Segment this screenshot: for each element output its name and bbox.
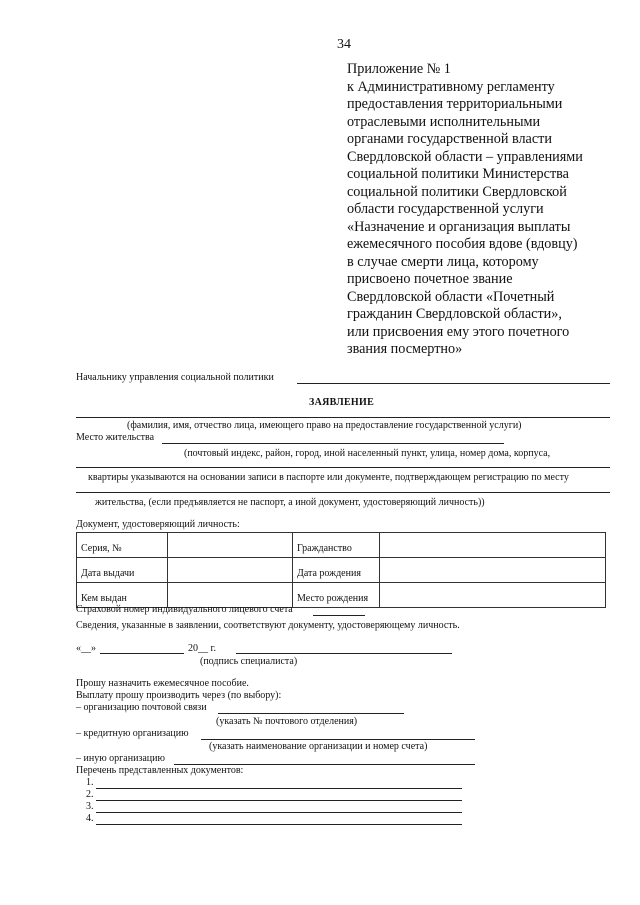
signature-hint: (подпись специалиста) xyxy=(200,656,298,667)
appendix-line: звания посмертно» xyxy=(347,341,463,357)
payment-text: Выплату прошу производить через (по выбору): xyxy=(76,690,282,701)
appendix-header xyxy=(347,61,633,359)
birth-date-label: Дата рождения xyxy=(293,558,380,583)
docs-item-line[interactable] xyxy=(96,812,462,813)
appendix-line: социальной политики Свердловской xyxy=(347,183,567,200)
birth-place-value[interactable] xyxy=(380,583,606,608)
id-doc-table xyxy=(76,532,606,608)
birth-place-label: Место рождения xyxy=(293,583,380,608)
snils-line[interactable] xyxy=(313,615,365,616)
residence-hint-1: (почтовый индекс, район, город, иной населенный пункт, улица, номер дома, корпуса, xyxy=(184,448,551,459)
docs-item-line[interactable] xyxy=(96,800,462,801)
signature-line[interactable] xyxy=(236,653,452,654)
option-credit-hint: (указать наименование организации и номер счета) xyxy=(209,741,428,752)
option-credit-line[interactable] xyxy=(201,739,475,740)
snils-label: Страховой номер индивидуального лицевого счета xyxy=(76,604,293,615)
birth-date-value[interactable] xyxy=(380,558,606,583)
docs-item-line[interactable] xyxy=(96,824,462,825)
citizenship-label: Гражданство xyxy=(293,533,380,558)
citizenship-value[interactable] xyxy=(380,533,606,558)
residence-line-3[interactable] xyxy=(76,492,610,493)
verify-text: Сведения, указанные в заявлении, соответствуют документу, удостоверяющему личность. xyxy=(76,620,460,631)
page-number: 34 xyxy=(337,37,351,52)
date-year: 20__ г. xyxy=(188,643,216,654)
docs-item-number: 3. xyxy=(86,801,94,812)
appendix-line: в случае смерти лица, которому xyxy=(347,253,539,270)
appendix-line: области государственной услуги xyxy=(347,201,544,217)
residence-line-2[interactable] xyxy=(76,467,610,468)
appendix-line: Свердловской области – управлениями xyxy=(347,148,583,165)
residence-hint-2: квартиры указываются на основании записи в паспорте или документе, подтверждающем регистрацию по месту xyxy=(88,472,569,483)
docs-item-line[interactable] xyxy=(96,788,462,789)
addressee-line[interactable] xyxy=(297,383,610,384)
issued-by-label: Кем выдан xyxy=(77,583,168,608)
option-post: – организацию почтовой связи xyxy=(76,702,207,713)
series-value[interactable] xyxy=(168,533,293,558)
id-doc-label: Документ, удостоверяющий личность: xyxy=(76,519,240,530)
appendix-line: «Назначение и организация выплаты xyxy=(347,218,571,235)
appendix-line: органами государственной власти xyxy=(347,131,552,147)
addressee-label: Начальнику управления социальной политики xyxy=(76,372,274,383)
appendix-line: присвоено почетное звание xyxy=(347,271,513,287)
appendix-line: к Административному регламенту xyxy=(347,78,555,95)
docs-list-label: Перечень представленных документов: xyxy=(76,765,244,776)
appendix-line: предоставления территориальными xyxy=(347,96,563,112)
residence-hint-3: жительства, (если предъявляется не паспорт, а иной документ, удостоверяющий личность)) xyxy=(95,497,485,508)
option-credit: – кредитную организацию xyxy=(76,728,189,739)
appendix-line: или присвоения ему этого почетного xyxy=(347,323,570,340)
issue-date-value[interactable] xyxy=(168,558,293,583)
appendix-line: Свердловской области «Почетный xyxy=(347,288,555,305)
docs-item-number: 4. xyxy=(86,813,94,824)
appendix-line: отраслевыми исполнительными xyxy=(347,113,541,130)
appendix-line: гражданин Свердловской области», xyxy=(347,306,562,322)
fio-hint: (фамилия, имя, отчество лица, имеющего право на предоставление государственной услуги) xyxy=(127,420,522,431)
option-post-line[interactable] xyxy=(218,713,404,714)
date-line[interactable] xyxy=(100,653,184,654)
docs-item-number: 2. xyxy=(86,789,94,800)
appendix-line: социальной политики Министерства xyxy=(347,166,569,182)
request-text: Прошу назначить ежемесячное пособие. xyxy=(76,678,249,689)
option-other: – иную организацию xyxy=(76,753,165,764)
residence-line[interactable] xyxy=(162,443,504,444)
docs-item-number: 1. xyxy=(86,777,94,788)
issue-date-label: Дата выдачи xyxy=(77,558,168,583)
date-open: «__» xyxy=(76,643,96,654)
option-post-hint: (указать № почтового отделения) xyxy=(216,716,358,727)
residence-label: Место жительства xyxy=(76,432,155,443)
series-label: Серия, № xyxy=(77,533,168,558)
fio-line[interactable] xyxy=(76,417,610,418)
appendix-line: Приложение № 1 xyxy=(347,61,451,77)
appendix-line: ежемесячного пособия вдове (вдовцу) xyxy=(347,236,578,252)
form-title: ЗАЯВЛЕНИЕ xyxy=(309,397,375,408)
